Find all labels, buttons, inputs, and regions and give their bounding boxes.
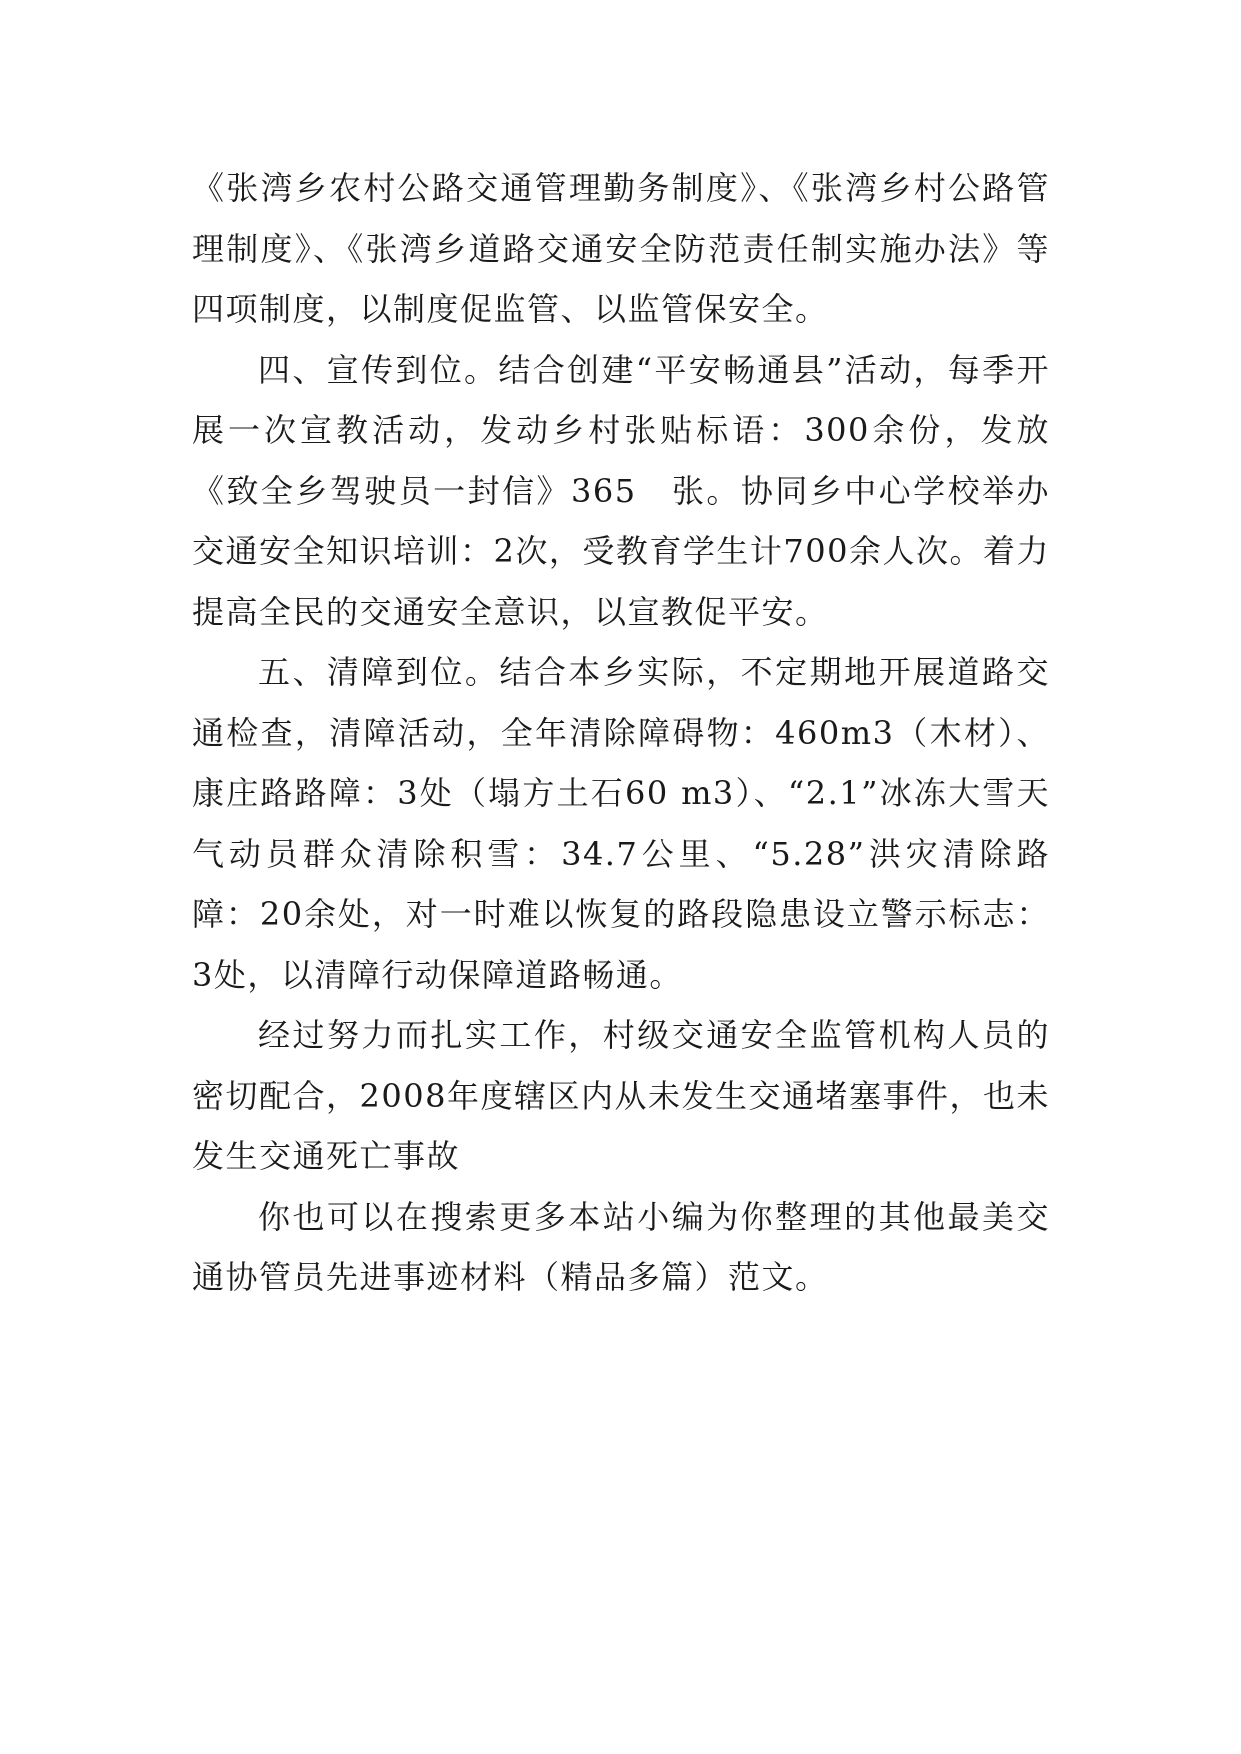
document-page	[192, 158, 1050, 1308]
paragraph-more-articles: 你也可以在搜索更多本站小编为你整理的其他最美交通协管员先进事迹材料（精品多篇）范文。	[192, 1197, 1050, 1296]
paragraph-summary: 经过努力而扎实工作，村级交通安全监管机构人员的密切配合，2008年度辖区内从未发生交通堵塞事件，也未发生交通死亡事故	[192, 1016, 1050, 1175]
paragraph-publicity: 四、宣传到位。结合创建“平安畅通县”活动，每季开展一次宣教活动，发动乡村张贴标语：300余份，发放《致全乡驾驶员一封信》365 张。协同乡中心学校举办交通安全知识培训：2次，受教育学生计700余人次。着力提高全民的交通安全意识，以宣教促平安。	[192, 350, 1050, 631]
paragraph-obstacle-clearing: 五、清障到位。结合本乡实际，不定期地开展道路交通检查，清障活动，全年清除障碍物：460m3（木材）、康庄路路障：3处（塌方土石60 m3）、“2.1”冰冻大雪天气动员群众清除积雪：34.7公里、“5.28”洪灾清除路障：20余处，对一时难以恢复的路段隐患设立警示标志：3处，以清障行动保障道路畅通。	[192, 653, 1050, 994]
paragraph-regulations: 《张湾乡农村公路交通管理勤务制度》、《张湾乡村公路管理制度》、《张湾乡道路交通安全防范责任制实施办法》等四项制度，以制度促监管、以监管保安全。	[192, 169, 1050, 328]
